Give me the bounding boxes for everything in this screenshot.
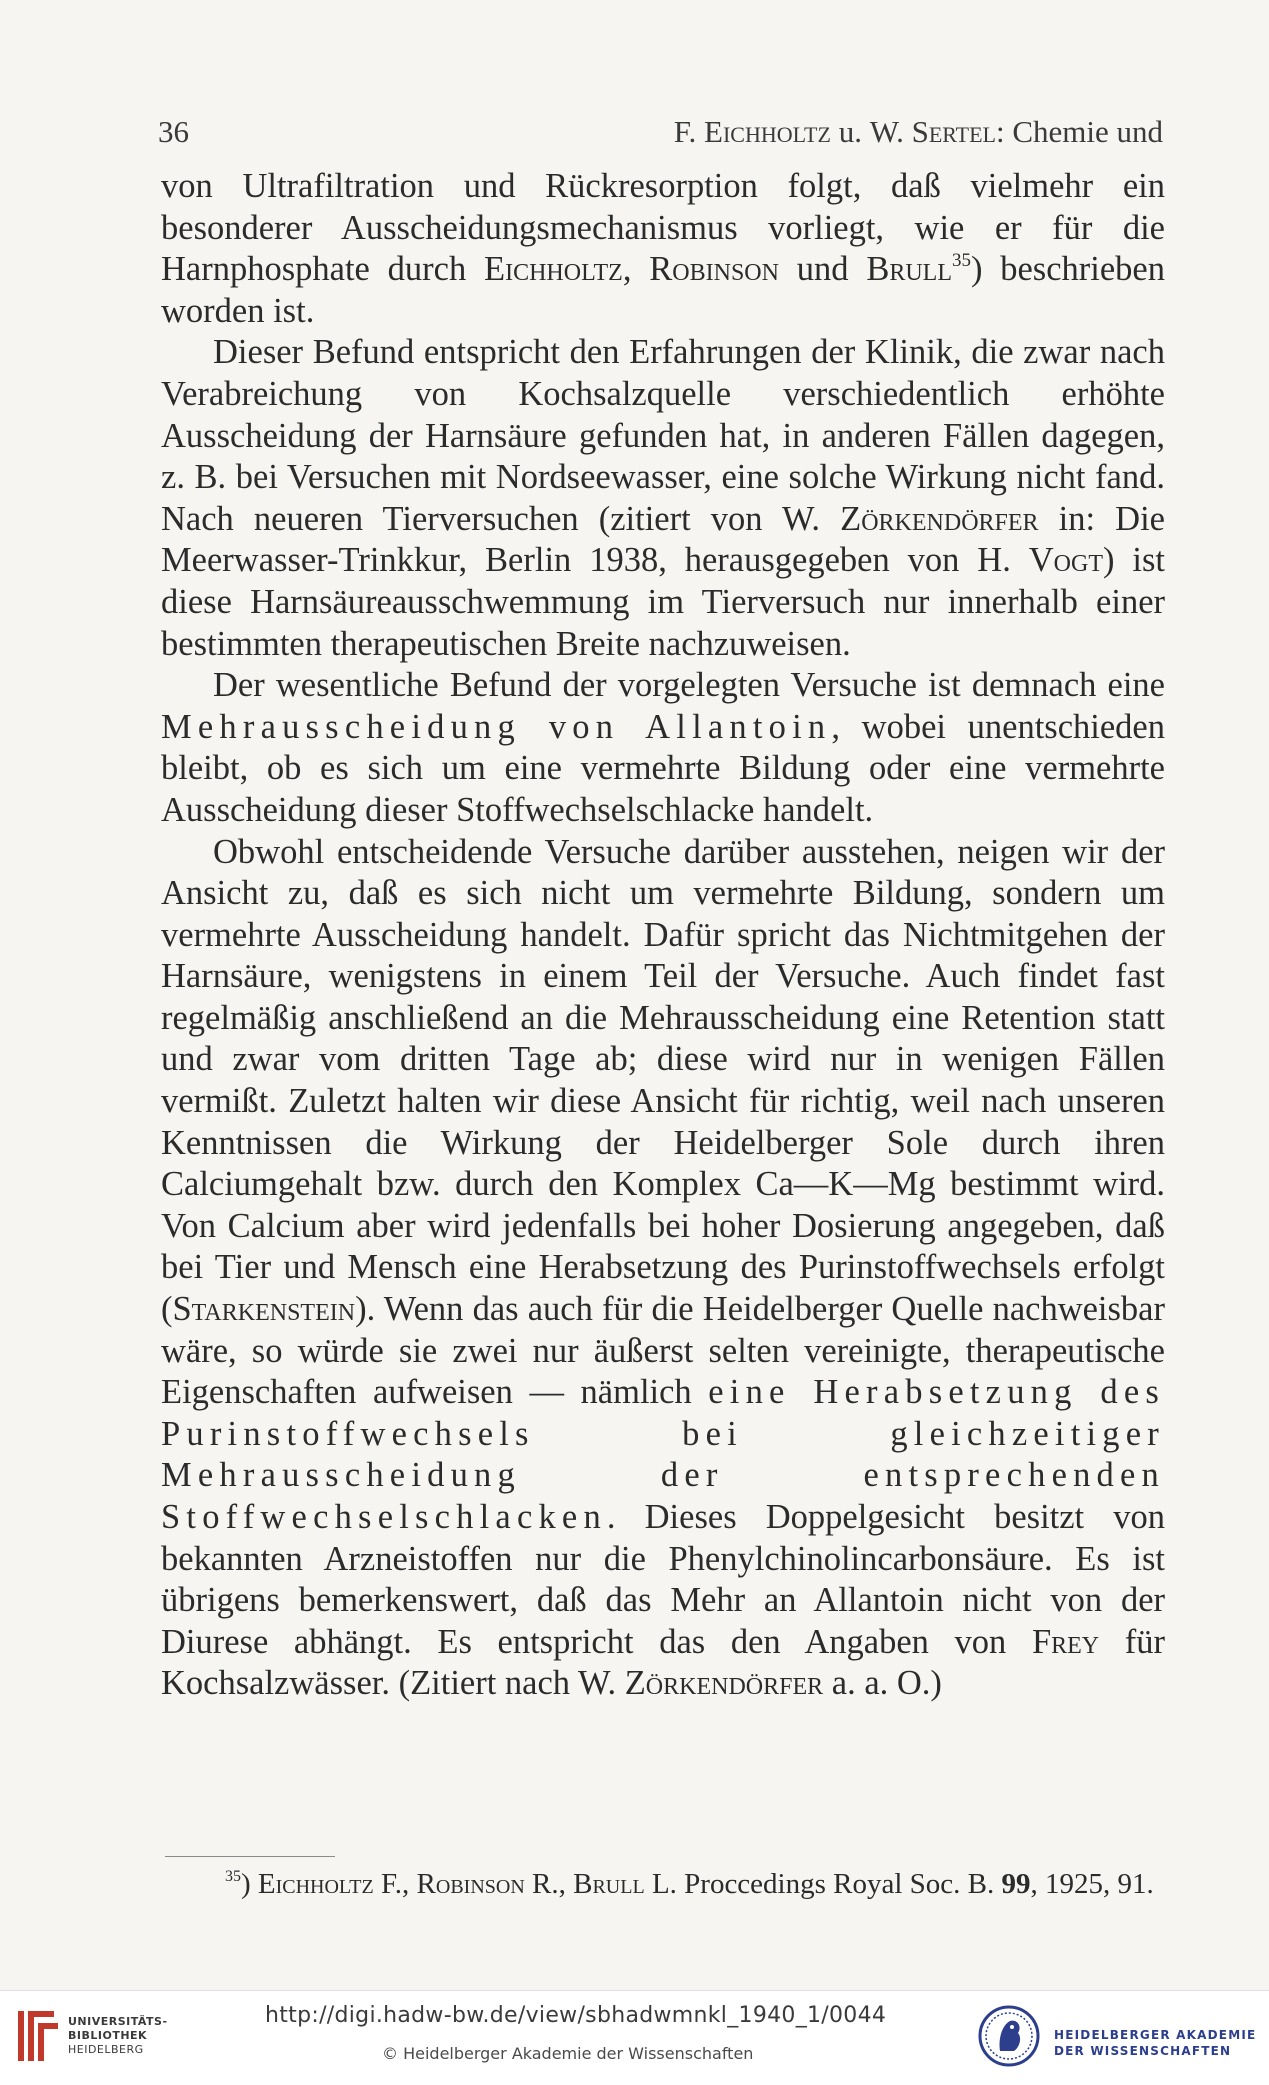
text-run: a. a. O.)	[823, 1664, 942, 1703]
paragraph-2	[161, 332, 1165, 665]
author-name: Frey	[1031, 1622, 1100, 1661]
running-header	[158, 110, 1163, 154]
text-run: für Kochsalzwässer. (Zitiert nach W.	[161, 1622, 1165, 1703]
header-connector: u.	[830, 114, 870, 149]
text-run: ). Wenn das auch für die Heidelberger Quelle nachweisbar wäre, so würde sie zwei nur äußerst selten vereinigte, therapeutische Eigenschaften aufweisen — nämlich	[161, 1290, 1165, 1412]
university-library-logo[interactable]	[16, 2003, 166, 2071]
ub-line-3: HEIDELBERG	[68, 2043, 144, 2056]
digitization-footer	[0, 1990, 1269, 2085]
text-run: F.,	[373, 1868, 417, 1900]
text-run: und	[778, 250, 867, 289]
author-name: Starkenstein	[172, 1290, 356, 1329]
ub-logo-text	[68, 2015, 168, 2057]
text-run: L. Proccedings Royal Soc. B.	[644, 1868, 1002, 1900]
footnote-35	[171, 1866, 1165, 1902]
footnote-marker: 35	[225, 1868, 241, 1886]
text-run: , 1925, 91.	[1030, 1868, 1154, 1900]
author-name: Zörkendörfer	[624, 1664, 824, 1703]
header-title: : Chemie und	[995, 114, 1163, 149]
emphasized-text: Mehrausscheidung von Allantoin	[161, 707, 832, 746]
emphasized-text: eine Herabsetzung des Purinstoffwechsels bei gleichzeitiger Mehrausscheidung der entsprechenden Stoffwechselschlacken	[161, 1373, 1165, 1536]
author-name: Robinson	[416, 1868, 525, 1900]
academy-line-2: DER WISSENSCHAFTEN	[1054, 2044, 1232, 2058]
ub-line-1: UNIVERSITÄTS-	[68, 2015, 168, 2028]
paragraph-4	[161, 832, 1165, 1705]
academy-seal-icon	[978, 2003, 1040, 2069]
text-run: , wobei unentschieden bleibt, ob es sich um eine vermehrte Bildung oder eine vermehrte Ausscheidung dieser Stoffwechselschlacke handelt.	[161, 707, 1165, 829]
academy-logo-text	[1054, 2027, 1256, 2059]
running-title	[674, 110, 1163, 154]
text-run: in: Die Meerwasser-Trinkkur, Berlin 1938, herausgegeben von H.	[161, 499, 1165, 580]
text-run: ) beschrieben worden ist.	[161, 250, 1165, 330]
text-run: . Dieses Doppelgesicht besitzt von bekannten Arzneistoffen nur die Phenylchinolincarbonsäure. Es ist übrigens bemerkenswert, daß das Mehr an Allantoin nicht von der Diurese abhängt. Es entspricht das den Angaben von	[161, 1498, 1165, 1661]
footnote	[171, 1866, 1165, 1902]
body-text	[161, 166, 1165, 1705]
volume-number: 99	[1001, 1868, 1031, 1900]
author-name: Eichholtz, Robinson	[484, 250, 779, 289]
permalink-url[interactable]: http://digi.hadw-bw.de/view/sbhadwmnkl_1940_1/0044	[265, 2003, 887, 2028]
academy-line-1: HEIDELBERGER AKADEMIE	[1054, 2028, 1257, 2042]
header-author-2: W. Sertel	[869, 114, 996, 149]
paragraph-1	[161, 166, 1165, 332]
header-author-1: F. Eichholtz	[673, 114, 831, 149]
copyright-notice: © Heidelberger Akademie der Wissenschaften	[382, 2044, 754, 2063]
paragraph-3	[161, 665, 1165, 831]
footnote-separator	[165, 1856, 335, 1857]
academy-logo[interactable]	[978, 2003, 1258, 2071]
author-name: Vogt	[1028, 541, 1103, 580]
text-run: Obwohl entscheidende Versuche darüber ausstehen, neigen wir der Ansicht zu, daß es sich nicht um vermehrte Bildung, sondern um vermehrte Ausscheidung handelt. Dafür spricht das Nichtmitgehen der Harnsäure, wenigstens in einem Teil der Versuche. Auch findet fast regelmäßig anschließend an die Mehrausscheidung eine Retention statt und zwar vom dritten Tage ab; diese wird nur in wenigen Fällen vermißt. Zuletzt halten wir diese Ansicht für richtig, weil nach unseren Kenntnissen die Wirkung der Heidelberger Sole durch ihren Calciumgehalt bzw. durch den Komplex Ca—K—Mg bestimmt wird. Von Calcium aber wird jedenfalls bei hoher Dosierung angegeben, daß bei Tier und Mensch eine Herabsetzung des Purinstoffwechsels erfolgt (	[161, 832, 1165, 1329]
text-run: )	[240, 1868, 258, 1900]
page-number: 36	[158, 114, 189, 149]
text-run: R.,	[524, 1868, 574, 1900]
text-run: ) ist diese Harnsäureausschwemmung im Tierversuch nur innerhalb einer bestimmten therapeutischen Breite nachzuweisen.	[161, 541, 1165, 663]
text-run: Dieser Befund entspricht den Erfahrungen der Klinik, die zwar nach Verabreichung von Kochsalzquelle verschiedentlich erhöhte Ausscheidung der Harnsäure gefunden hat, in anderen Fällen dagegen, z. B. bei Versuchen mit Nordseewasser, eine solche Wirkung nicht fand. Nach neueren Tierversuchen (zitiert von W.	[161, 333, 1165, 538]
ub-line-2: BIBLIOTHEK	[68, 2029, 148, 2042]
author-name: Zörkendörfer	[840, 499, 1039, 538]
text-run: Der wesentliche Befund der vorgelegten Versuche ist demnach eine	[213, 666, 1165, 705]
footnote-reference: 35	[951, 249, 971, 271]
text-run: von Ultrafiltration und Rückresorption folgt, daß vielmehr ein besonderer Ausscheidungsmechanismus vorliegt, wie er für die Harnphosphate durch	[161, 167, 1165, 289]
author-name: Brull	[866, 250, 952, 289]
author-name: Brull	[573, 1868, 645, 1900]
author-name: Eichholtz	[257, 1868, 374, 1900]
ub-emblem-icon	[16, 2005, 62, 2067]
